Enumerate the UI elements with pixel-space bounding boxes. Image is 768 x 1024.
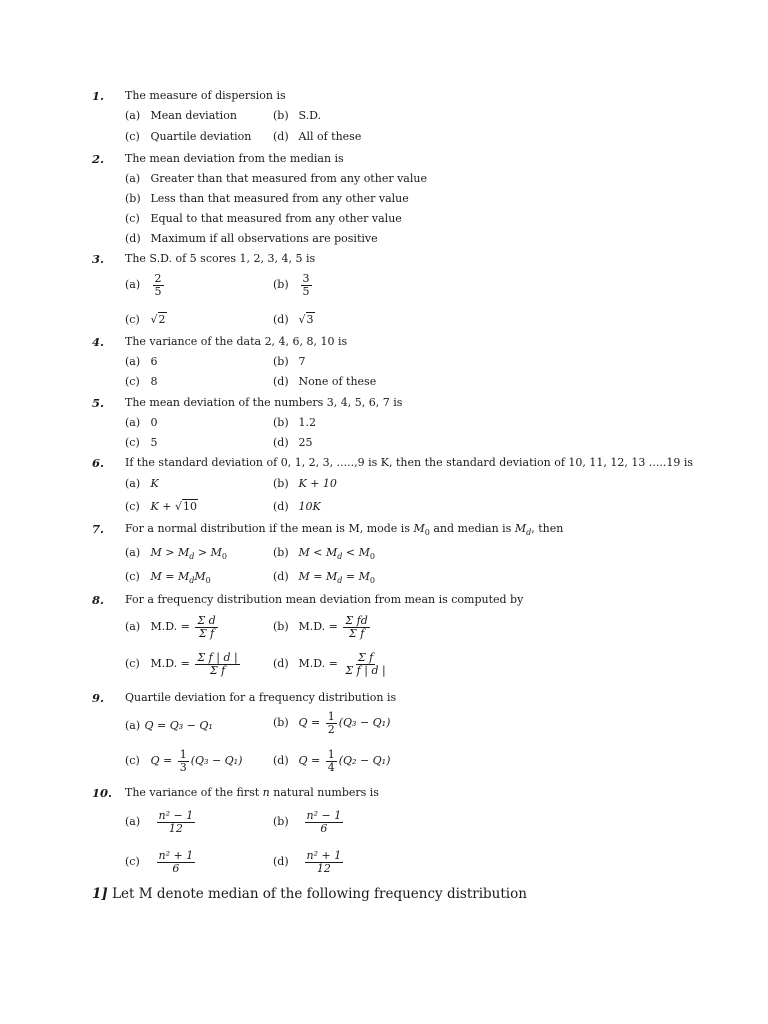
- fraction: $\frac{\text{Σ fd}}{\text{Σ f}}$: [345, 614, 368, 640]
- fraction: $\frac{1}{3}$: [179, 748, 187, 774]
- question-text: The measure of dispersion is: [125, 89, 286, 102]
- question-text: For a frequency distribution mean deviation from mean is computed by: [125, 593, 524, 606]
- option-c: (c) Q = $\frac{1}{3}$ (Q₃ − Q₁): [125, 748, 243, 774]
- fraction: $\frac{\text{n² − 1}}{6}$: [306, 809, 342, 835]
- question-text: The variance of the first n natural numbers is: [125, 786, 379, 799]
- option-b: (b) Q = $\frac{1}{2}$ (Q₃ − Q₁): [273, 710, 391, 736]
- question-number: 3.: [92, 252, 105, 266]
- option-a: (a) 0: [125, 416, 158, 429]
- question-text: The mean deviation from the median is: [125, 152, 344, 165]
- option-b: (b) K + 10: [273, 477, 337, 490]
- fraction: $\frac{1}{4}$: [327, 748, 335, 774]
- sqrt-expression: √10: [174, 500, 197, 513]
- sqrt-expression: √2: [150, 313, 166, 326]
- question-number: 8.: [92, 593, 105, 607]
- option-d: (d) None of these: [273, 375, 377, 388]
- option-d: (d) 25: [273, 436, 313, 449]
- option-b: (b) 1.2: [273, 416, 316, 429]
- fraction: $\frac{\text{n² − 1}}{12}$: [158, 809, 194, 835]
- section-heading: [92, 886, 527, 902]
- option-d: (d) $\frac{\text{n² + 1}}{12}$: [273, 849, 342, 875]
- option-c: (c) $\frac{\text{n² + 1}}{6}$: [125, 849, 194, 875]
- question-text: Quartile deviation for a frequency distribution is: [125, 691, 397, 704]
- option-a: (a) Q = Q₃ − Q₁: [125, 719, 213, 732]
- section-number: 1]: [92, 886, 108, 902]
- option-b: (b) Less than that measured from any other value: [125, 192, 409, 205]
- sqrt-expression: √3: [298, 313, 314, 326]
- option-c: (c) √2: [125, 313, 166, 326]
- question-number: 6.: [92, 456, 105, 470]
- option-d: (d) All of these: [273, 130, 362, 143]
- option-b: (b) M.D. = $\frac{\text{Σ fd}}{\text{Σ f}}$: [273, 614, 368, 640]
- question-number: 5.: [92, 396, 105, 410]
- section-text: Let M denote median of the following frequency distribution: [112, 886, 527, 902]
- option-c: (c) $M = M_dM_0$: [125, 570, 211, 586]
- question-text: The variance of the data 2, 4, 6, 8, 10 is: [125, 335, 348, 348]
- option-a: (a) K: [125, 477, 159, 490]
- option-d: (d) $M = M_d = M_0$: [273, 570, 375, 586]
- option-b: (b) $M < M_d < M_0$: [273, 546, 375, 562]
- option-b: (b) S.D.: [273, 109, 322, 122]
- question-number: 10.: [92, 786, 113, 800]
- option-b: (b) $\frac{3}{5}$: [273, 272, 310, 298]
- fraction: $\frac{1}{2}$: [327, 710, 335, 736]
- question-number: 7.: [92, 522, 105, 536]
- fraction: $\frac{\text{n² + 1}}{12}$: [306, 849, 342, 875]
- fraction: $\frac{3}{5}$: [302, 272, 310, 298]
- option-c: (c) Equal to that measured from any other value: [125, 212, 402, 225]
- option-a: (a) $\frac{\text{n² − 1}}{12}$: [125, 809, 194, 835]
- question-number: 1.: [92, 89, 105, 103]
- option-d: (d) Q = $\frac{1}{4}$ (Q₂ − Q₁): [273, 748, 391, 774]
- option-d: (d) 10K: [273, 500, 321, 513]
- option-a: (a) Mean deviation: [125, 109, 237, 122]
- option-c: (c) 8: [125, 375, 158, 388]
- option-a: (a) Greater than that measured from any other value: [125, 172, 427, 185]
- option-a: (a) $M > M_d > M_0$: [125, 546, 227, 562]
- fraction: $\frac{\text{n² + 1}}{6}$: [158, 849, 194, 875]
- option-c: (c) 5: [125, 436, 158, 449]
- option-d: (d) M.D. = $\frac{\text{Σ f}}{\text{Σ f | d |}}$: [273, 651, 386, 677]
- option-a: (a) 6: [125, 355, 158, 368]
- option-c: (c) K + √10: [125, 500, 197, 513]
- fraction: $\frac{\text{Σ d}}{\text{Σ f}}$: [197, 614, 216, 640]
- fraction: $\frac{\text{Σ f | d |}}{\text{Σ f}}$: [197, 651, 238, 677]
- fraction: $\frac{\text{Σ f}}{\text{Σ f | d |}}$: [345, 651, 386, 677]
- question-number: 4.: [92, 335, 105, 349]
- option-d: (d) √3: [273, 313, 314, 326]
- option-b: (b) 7: [273, 355, 306, 368]
- question-text: If the standard deviation of 0, 1, 2, 3, .....,9 is K, then the standard deviation of 10, 11, 12, 13 .....19 is: [125, 456, 694, 469]
- question-text: The S.D. of 5 scores 1, 2, 3, 4, 5 is: [125, 252, 316, 265]
- question-number: 2.: [92, 152, 105, 166]
- option-b: (b) $\frac{\text{n² − 1}}{6}$: [273, 809, 342, 835]
- option-a: (a) M.D. = $\frac{\text{Σ d}}{\text{Σ f}}$: [125, 614, 216, 640]
- option-c: (c) Quartile deviation: [125, 130, 252, 143]
- option-d: (d) Maximum if all observations are positive: [125, 232, 378, 245]
- fraction: $\frac{2}{5}$: [154, 272, 162, 298]
- question-number: 9.: [92, 691, 105, 705]
- question-text: The mean deviation of the numbers 3, 4, 5, 6, 7 is: [125, 396, 403, 409]
- option-a: (a) $\frac{2}{5}$: [125, 272, 162, 298]
- option-c: (c) M.D. = $\frac{\text{Σ f | d |}}{\text{Σ f}}$: [125, 651, 238, 677]
- question-text: For a normal distribution if the mean is M, mode is $M_0$ and median is $M_d$, then: [125, 522, 564, 538]
